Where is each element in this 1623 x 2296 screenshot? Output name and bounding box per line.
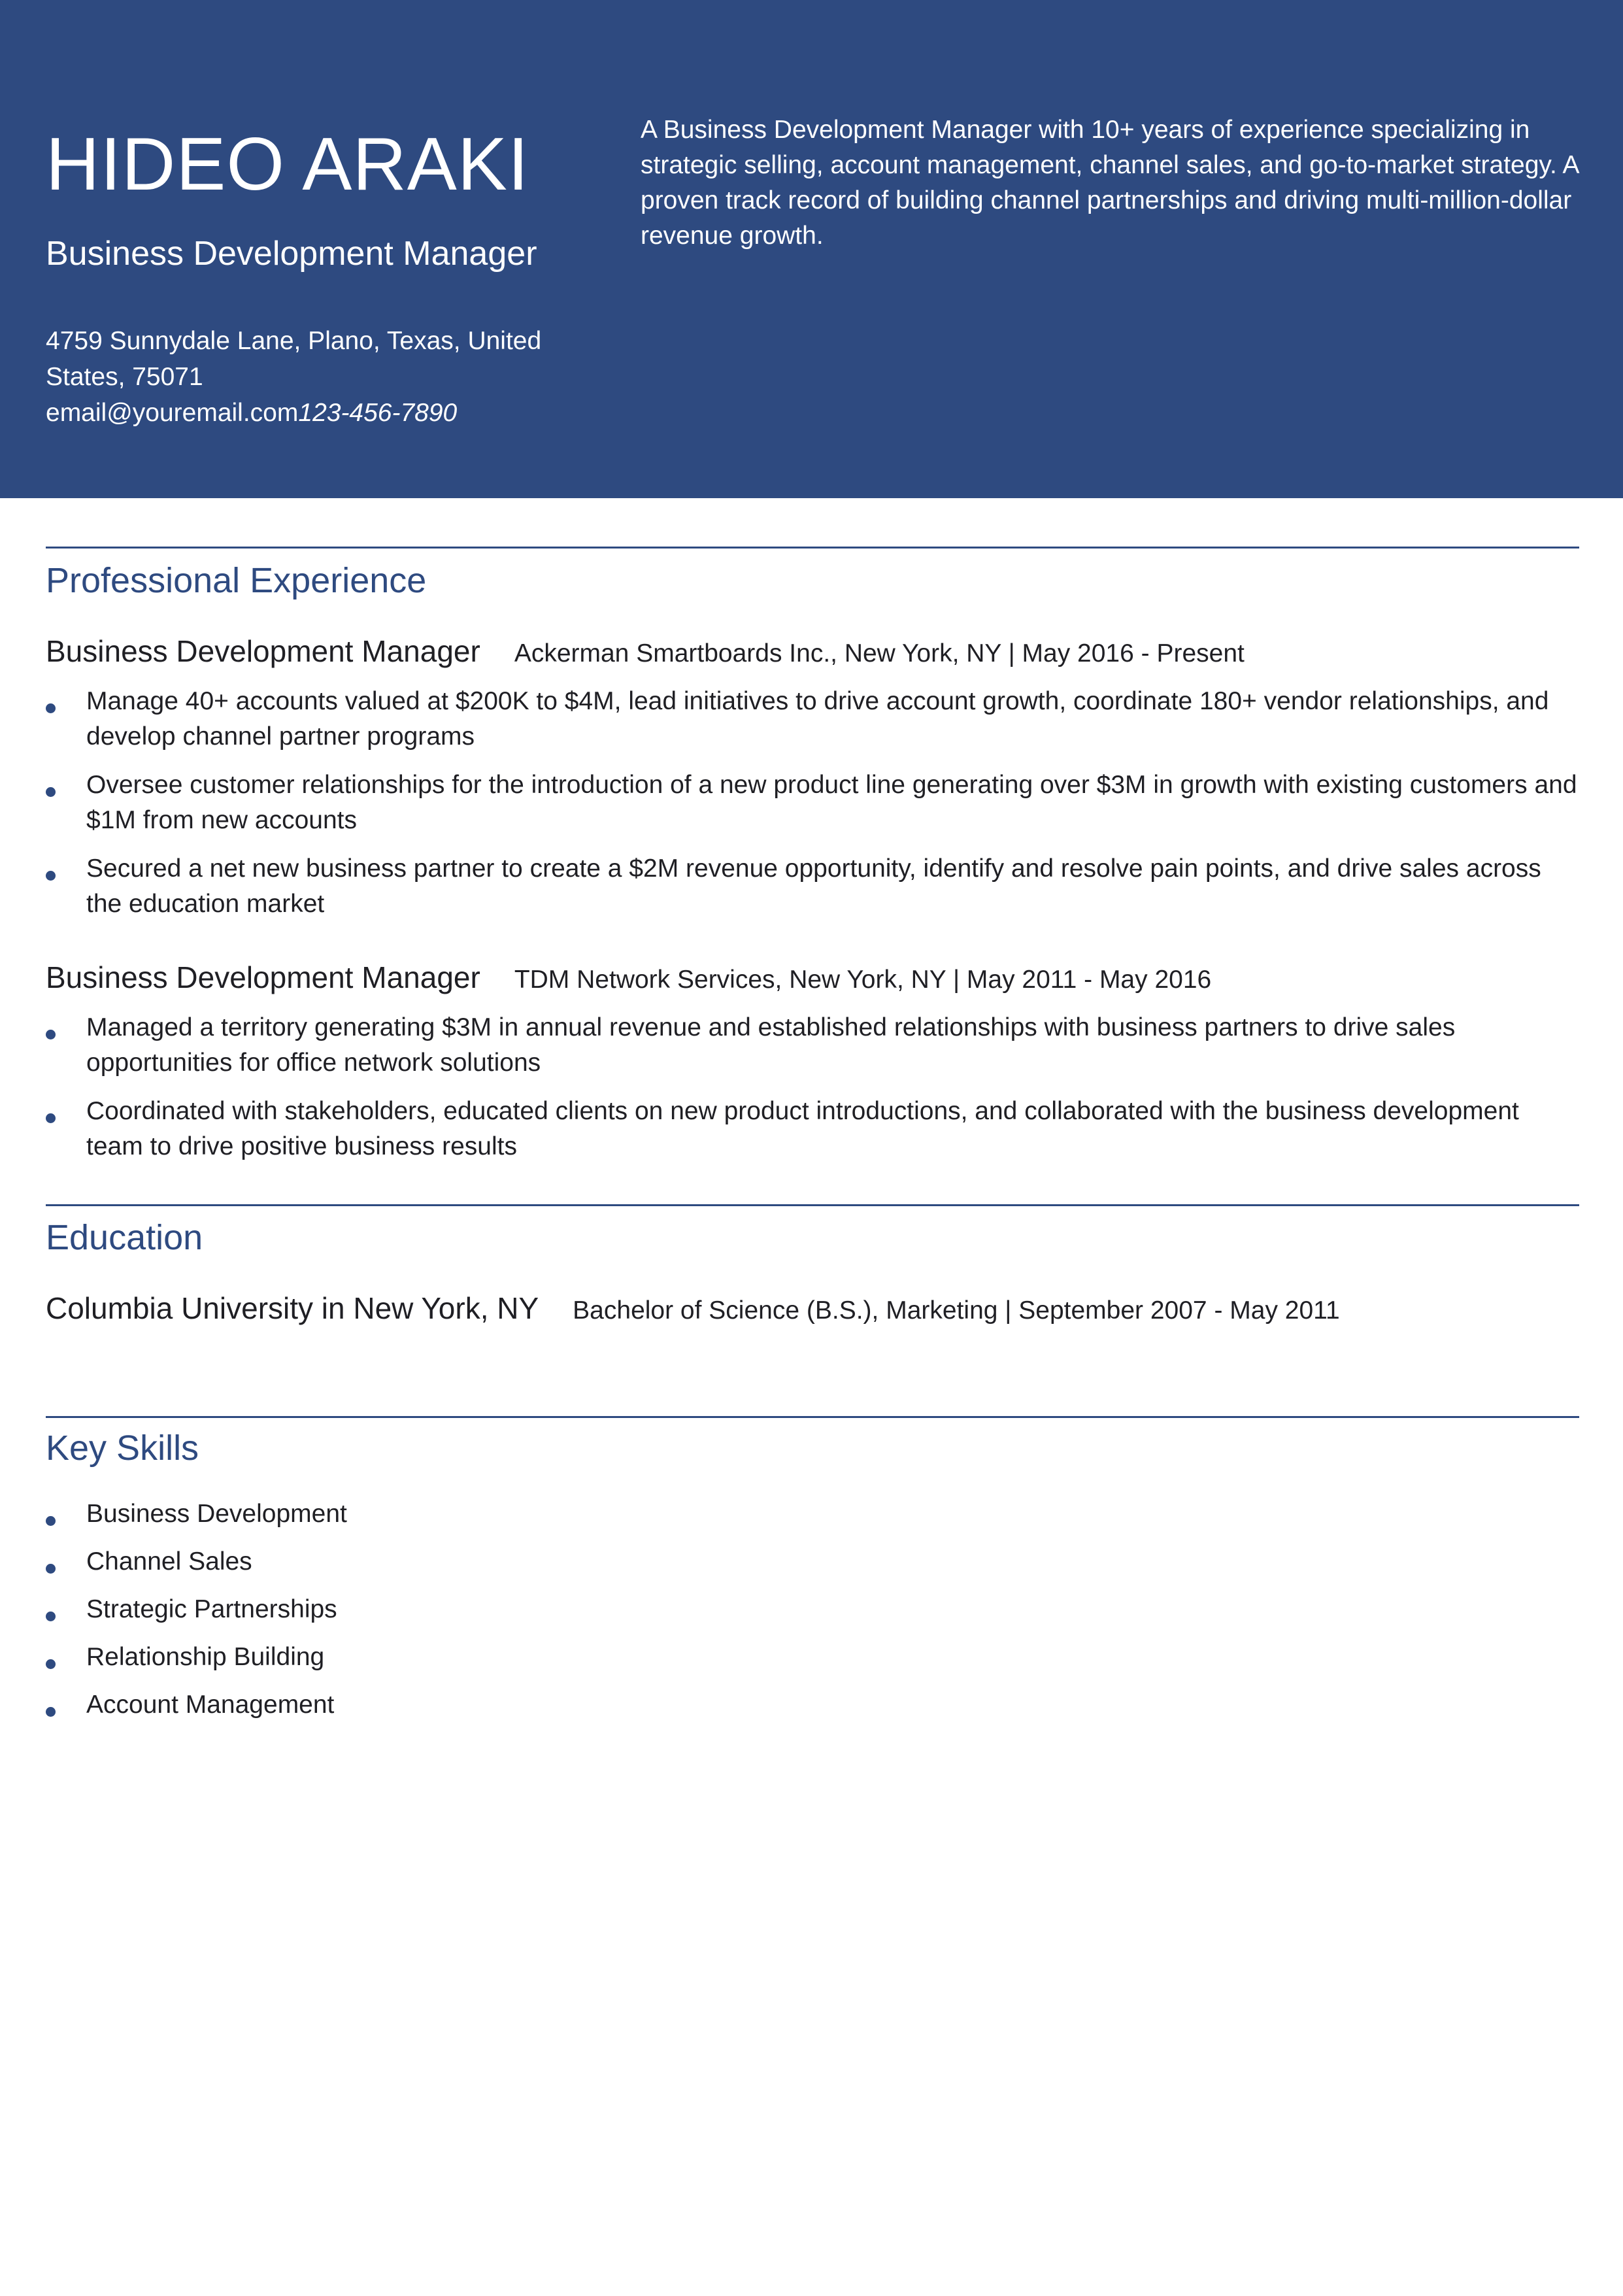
job-header	[46, 630, 1245, 675]
section-title-education: Education	[46, 1218, 203, 1257]
job-header	[46, 956, 1211, 1001]
bullet-icon	[46, 1564, 56, 1574]
contact-address: 4759 Sunnydale Lane, Plano, Texas, United States, 75071	[46, 327, 542, 391]
resume-header	[0, 0, 1623, 498]
bullet-icon	[46, 1612, 56, 1621]
list-item: Manage 40+ accounts valued at $200K to $4M, lead initiatives to drive account growth, coordinate 180+ vendor relationships, and develop channel partner programs	[46, 684, 1582, 754]
list-item: Channel Sales	[46, 1544, 1582, 1579]
bullet-icon	[46, 871, 56, 881]
bullet-icon	[46, 1707, 56, 1717]
section-title-experience: Professional Experience	[46, 561, 427, 600]
job-title: Business Development Manager	[46, 960, 480, 994]
job-title: Business Development Manager	[46, 634, 480, 668]
list-item: Managed a territory generating $3M in annual revenue and established relationships with business partners to drive sales opportunities for office network solutions	[46, 1010, 1582, 1081]
bullet-icon	[46, 703, 56, 713]
contact-line	[46, 395, 457, 431]
list-item: Oversee customer relationships for the introduction of a new product line generating over $3M in growth with existing customers and $1M from new accounts	[46, 768, 1582, 838]
contact-email[interactable]: email@youremail.com	[46, 399, 299, 427]
list-item: Strategic Partnerships	[46, 1592, 1582, 1627]
bullet-icon	[46, 1516, 56, 1526]
job-bullet-list	[46, 684, 1582, 935]
skills-list	[46, 1496, 1582, 1735]
bullet-icon	[46, 787, 56, 797]
job-meta: Ackerman Smartboards Inc., New York, NY | May 2016 - Present	[514, 639, 1245, 667]
candidate-role: Business Development Manager	[46, 235, 537, 273]
list-item: Coordinated with stakeholders, educated clients on new product introductions, and collaborated with the business development team to drive positive business results	[46, 1094, 1582, 1164]
bullet-icon	[46, 1113, 56, 1123]
section-divider	[46, 547, 1579, 549]
job-bullet-list	[46, 1010, 1582, 1177]
profile-summary: A Business Development Manager with 10+ years of experience specializing in strategic selling, account management, channel sales, and go-to-market strategy. A proven track record of building channel partnerships and driving multi-million-dollar revenue growth.	[641, 116, 1579, 250]
list-item: Account Management	[46, 1687, 1582, 1723]
section-title-skills: Key Skills	[46, 1428, 199, 1468]
candidate-name: HIDEO ARAKI	[46, 123, 529, 206]
school-name: Columbia University in New York, NY	[46, 1291, 539, 1325]
list-item: Relationship Building	[46, 1640, 1582, 1675]
degree-meta: Bachelor of Science (B.S.), Marketing | September 2007 - May 2011	[573, 1296, 1340, 1325]
job-meta: TDM Network Services, New York, NY | May 2011 - May 2016	[514, 966, 1212, 994]
section-divider	[46, 1416, 1579, 1418]
section-divider	[46, 1204, 1579, 1206]
bullet-icon	[46, 1030, 56, 1039]
list-item: Business Development	[46, 1496, 1582, 1532]
education-header	[46, 1287, 1340, 1332]
list-item: Secured a net new business partner to create a $2M revenue opportunity, identify and resolve pain points, and drive sales across the education market	[46, 851, 1582, 922]
contact-phone[interactable]: 123-456-7890	[298, 399, 458, 427]
bullet-icon	[46, 1659, 56, 1669]
